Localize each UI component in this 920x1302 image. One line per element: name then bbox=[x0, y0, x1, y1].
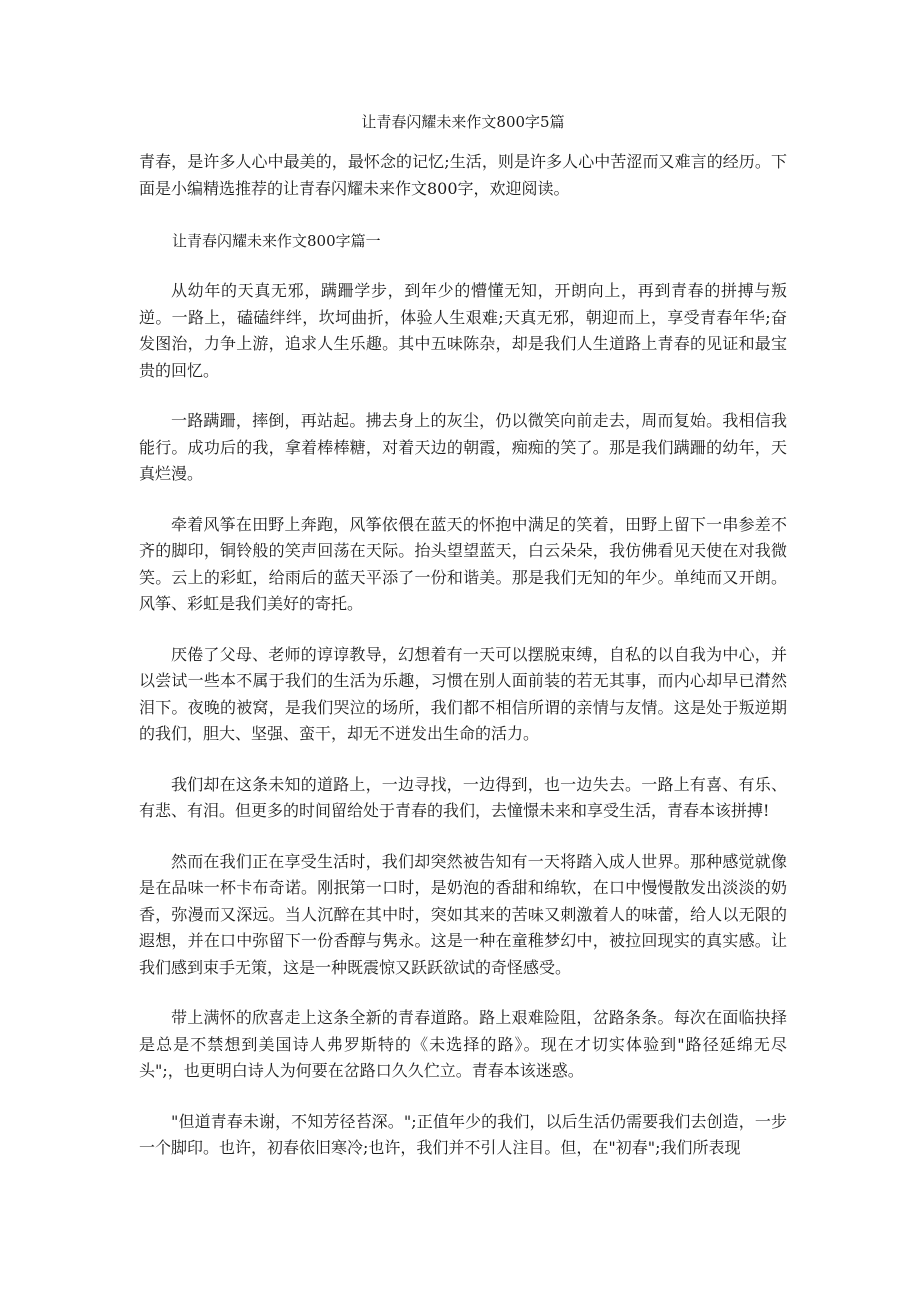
body-paragraph: 我们却在这条未知的道路上，一边寻找，一边得到，也一边失去。一路上有喜、有乐、有悲、有泪。但更多的时间留给处于青春的我们，去憧憬未来和享受生活，青春本该拼搏! bbox=[139, 774, 787, 820]
body-paragraph: 然而在我们正在享受生活时，我们却突然被告知有一天将踏入成人世界。那种感觉就像是在品味一杯卡布奇诺。刚抿第一口时，是奶泡的香甜和绵软，在口中慢慢散发出淡淡的奶香，弥漫而又深远。当人沉醉在其中时，突如其来的苦味又刺激着人的味蕾，给人以无限的遐想，并在口中弥留下一份香醇与隽永。这是一种在童稚梦幻中，被拉回现实的真实感。让我们感到束手无策，这是一种既震惊又跃跃欲试的奇怪感受。 bbox=[139, 851, 787, 977]
section-heading: 让青春闪耀未来作文800字篇一 bbox=[172, 232, 381, 250]
body-paragraph: 厌倦了父母、老师的谆谆教导，幻想着有一天可以摆脱束缚，自私的以自我为中心，并以尝试一些本不属于我们的生活为乐趣，习惯在别人面前装的若无其事，而内心却早已潸然泪下。夜晚的被窝，是我们哭泣的场所，我们都不相信所谓的亲情与友情。这是处于叛逆期的我们，胆大、坚强、蛮干，却无不迸发出生命的活力。 bbox=[139, 644, 787, 743]
document-page bbox=[139, 112, 787, 1162]
body-paragraph: 从幼年的天真无邪，蹒跚学步，到年少的懵懂无知，开朗向上，再到青春的拼搏与叛逆。一路上，磕磕绊绊，坎坷曲折，体验人生艰难;天真无邪，朝迎而上，享受青春年华;奋发图治，力争上游，追求人生乐趣。其中五味陈杂，却是我们人生道路上青春的见证和最宝贵的回忆。 bbox=[139, 281, 787, 380]
document-title: 让青春闪耀未来作文800字5篇 bbox=[361, 113, 565, 131]
intro-paragraph: 青春，是许多人心中最美的，最怀念的记忆;生活，则是许多人心中苦涩而又难言的经历。下面是小编精选推荐的让青春闪耀未来作文800字，欢迎阅读。 bbox=[139, 152, 787, 198]
body-paragraph: 一路蹒跚，摔倒，再站起。拂去身上的灰尘，仍以微笑向前走去，周而复始。我相信我能行。成功后的我，拿着棒棒糖，对着天边的朝霞，痴痴的笑了。那是我们蹒跚的幼年，天真烂漫。 bbox=[139, 411, 787, 483]
body-paragraph: 牵着风筝在田野上奔跑，风筝依偎在蓝天的怀抱中满足的笑着，田野上留下一串参差不齐的脚印，铜铃般的笑声回荡在天际。抬头望望蓝天，白云朵朵，我仿佛看见天使在对我微笑。云上的彩虹，给雨后的蓝天平添了一份和谐美。那是我们无知的年少。单纯而又开朗。风筝、彩虹是我们美好的寄托。 bbox=[139, 514, 787, 613]
body-paragraph: "但道青春未谢，不知芳径苔深。";正值年少的我们，以后生活仍需要我们去创造，一步一个脚印。也许，初春依旧寒冷;也许，我们并不引人注目。但，在"初春";我们所表现 bbox=[139, 1111, 787, 1157]
body-paragraph: 带上满怀的欣喜走上这条全新的青春道路。路上艰难险阻，岔路条条。每次在面临抉择是总是不禁想到美国诗人弗罗斯特的《未选择的路》。现在才切实体验到"路径延绵无尽头";，也更明白诗人为何要在岔路口久久伫立。青春本该迷惑。 bbox=[139, 1008, 787, 1080]
